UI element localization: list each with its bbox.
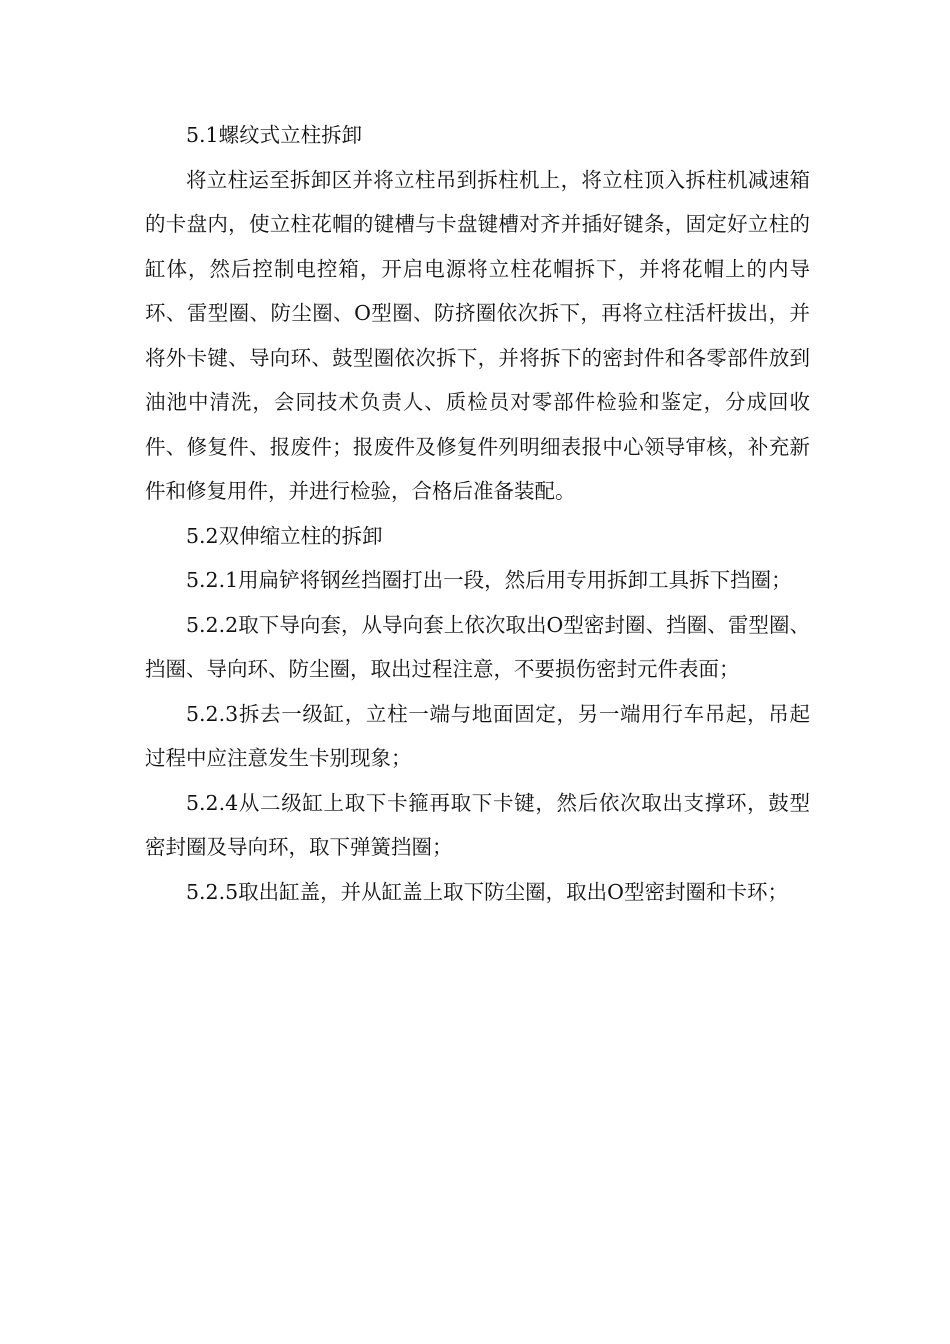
document-body bbox=[145, 113, 810, 914]
step-5-2-1: 5.2.1用扁铲将钢丝挡圈打出一段，然后用专用拆卸工具拆下挡圈； bbox=[186, 568, 792, 592]
step-5-2-2: 5.2.2取下导向套，从导向套上依次取出O型密封圈、挡圈、雷型圈、挡圈、导向环、防尘圈，取出过程注意，不要损伤密封元件表面； bbox=[145, 612, 810, 681]
section-heading-5-1: 5.1螺纹式立柱拆卸 bbox=[186, 123, 363, 147]
step-5-2-5: 5.2.5取出缸盖，并从缸盖上取下防尘圈，取出O型密封圈和卡环； bbox=[186, 879, 788, 904]
section-5-1-body: 将立柱运至拆卸区并将立柱吊到拆柱机上，将立柱顶入拆柱机减速箱的卡盘内，使立柱花帽的键槽与卡盘键槽对齐并插好键条，固定好立柱的缸体，然后控制电控箱，开启电源将立柱花帽拆下，并将花帽上的内导环、雷型圈、防尘圈、O型圈、防挤圈依次拆下，再将立柱活杆拔出，并将外卡键、导向环、鼓型圈依次拆下，并将拆下的密封件和各零部件放到油池中清洗，会同技术负责人、质检员对零部件检验和鉴定，分成回收件、修复件、报废件；报废件及修复件列明细表报中心领导审核，补充新件和修复用件，并进行检验，合格后准备装配。 bbox=[145, 167, 810, 503]
step-5-2-4: 5.2.4从二级缸上取下卡箍再取下卡键，然后依次取出支撑环，鼓型密封圈及导向环，取下弹簧挡圈； bbox=[145, 790, 810, 859]
step-5-2-3: 5.2.3拆去一级缸，立柱一端与地面固定，另一端用行车吊起，吊起过程中应注意发生卡别现象； bbox=[145, 701, 810, 770]
section-heading-5-2: 5.2双伸缩立柱的拆卸 bbox=[186, 523, 383, 548]
